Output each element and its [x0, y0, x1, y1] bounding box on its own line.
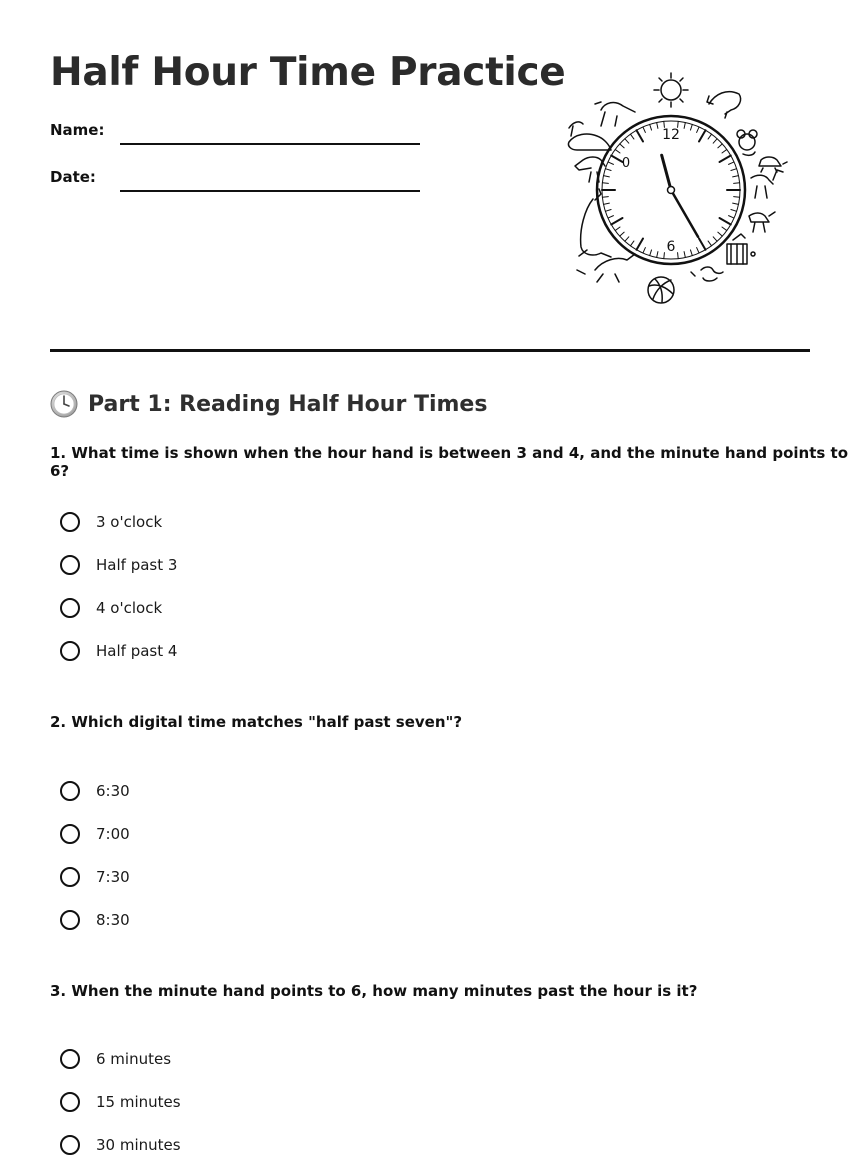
clock-tick: [637, 130, 644, 141]
clock-tick: [625, 139, 629, 143]
option-label: 4 o'clock: [96, 599, 163, 617]
kangaroo-2-icon: [577, 254, 635, 282]
name-field[interactable]: [120, 143, 420, 145]
clock-tick: [611, 218, 622, 225]
clock-tick: [608, 162, 613, 164]
radio-button[interactable]: [60, 910, 80, 930]
radio-button[interactable]: [60, 641, 80, 661]
clock-tick: [733, 203, 739, 204]
section-heading: [50, 388, 487, 420]
clock-tick: [697, 127, 699, 132]
clock-numeral-6: 6: [666, 239, 676, 255]
option-label: 30 minutes: [96, 1136, 181, 1154]
cage-icon: [727, 234, 755, 264]
clock-tick: [684, 252, 685, 258]
clock-tick: [719, 218, 730, 225]
hour-hand: [662, 155, 671, 190]
clock-tick: [615, 149, 620, 153]
sun-icon: [654, 73, 688, 107]
clock-tick: [718, 232, 722, 236]
option-label: 8:30: [96, 911, 130, 929]
option-label: 6 minutes: [96, 1050, 172, 1068]
clock-tick: [690, 124, 692, 130]
clock-tick: [734, 183, 740, 184]
clock-tick: [722, 149, 727, 153]
platypus-icon: [568, 122, 611, 150]
clock-tick: [678, 253, 679, 259]
clock-tick: [604, 203, 610, 204]
clock-tick: [690, 250, 692, 256]
clock-tick: [699, 130, 706, 141]
question-2-text: 2. Which digital time matches "half past seven"?: [50, 713, 463, 731]
question-2-option[interactable]: [60, 864, 130, 890]
option-label: Half past 3: [96, 556, 178, 574]
clock-tick: [718, 144, 722, 148]
clock-tick: [729, 216, 734, 218]
kangaroo-icon: [579, 189, 611, 257]
option-label: 3 o'clock: [96, 513, 163, 531]
ball-icon: [648, 277, 674, 303]
page-title: Half Hour Time Practice: [50, 50, 566, 95]
clock-tick: [708, 241, 712, 246]
radio-button[interactable]: [60, 555, 80, 575]
name-label: Name:: [50, 121, 105, 139]
question-3-text: 3. When the minute hand points to 6, how many minutes past the hour is it?: [50, 982, 698, 1000]
clock-tick: [608, 216, 613, 218]
clock-tick: [729, 162, 734, 164]
question-3-option[interactable]: [60, 1132, 181, 1158]
clock-tick: [713, 139, 717, 143]
clock-tick: [630, 134, 634, 139]
question-2-option[interactable]: [60, 778, 130, 804]
clock-tick: [657, 252, 658, 258]
clock-tick: [699, 238, 706, 249]
question-1-text: 1. What time is shown when the hour hand is between 3 and 4, and the minute hand points to 6?: [50, 444, 849, 480]
clock-tick: [605, 209, 611, 211]
clock-tick: [722, 227, 727, 231]
radio-button[interactable]: [60, 781, 80, 801]
clock-tick: [657, 123, 658, 129]
heron-icon: [749, 212, 775, 232]
clock-numeral-12: 12: [662, 127, 680, 143]
clock-tick: [643, 127, 645, 132]
koala-icon: [737, 130, 757, 155]
clock-tick: [733, 176, 739, 177]
clock-numeral-0: 0: [621, 156, 631, 171]
radio-button[interactable]: [60, 824, 80, 844]
clock-tick: [643, 248, 645, 253]
squirrel-icon: [707, 92, 741, 118]
option-label: 7:00: [96, 825, 130, 843]
clock-tick: [713, 237, 717, 241]
clock-illustration: [555, 68, 795, 308]
clock-tick: [734, 197, 740, 198]
clock-tick: [650, 124, 652, 130]
clock-tick: [620, 232, 624, 236]
option-label: Half past 4: [96, 642, 178, 660]
clock-tick: [615, 227, 620, 231]
duck-icon: [691, 267, 723, 281]
radio-button[interactable]: [60, 1049, 80, 1069]
minute-hand: [671, 190, 698, 237]
clock-tick: [625, 237, 629, 241]
question-1-option[interactable]: [60, 595, 162, 621]
clock-icon: [50, 390, 78, 418]
date-label: Date:: [50, 168, 96, 186]
section-title: Part 1: Reading Half Hour Times: [88, 391, 488, 417]
radio-button[interactable]: [60, 867, 80, 887]
question-3-option[interactable]: [60, 1046, 171, 1072]
clock-tick: [650, 250, 652, 256]
clock-tick: [602, 183, 608, 184]
question-2-option[interactable]: [60, 821, 130, 847]
clock-tick: [611, 156, 622, 163]
clock-tick: [708, 134, 712, 139]
clock-tick: [684, 123, 685, 129]
clock-tick: [664, 253, 665, 259]
ostrich-icon: [751, 170, 783, 198]
clock-tick: [604, 176, 610, 177]
turtle-icon: [759, 157, 787, 172]
question-1-option[interactable]: [60, 509, 162, 535]
header-divider: [50, 349, 810, 352]
option-label: 15 minutes: [96, 1093, 181, 1111]
question-1-option[interactable]: [60, 638, 177, 664]
clock-tick: [605, 169, 611, 171]
radio-button[interactable]: [60, 1135, 80, 1155]
radio-button[interactable]: [60, 512, 80, 532]
radio-button[interactable]: [60, 1092, 80, 1112]
clock-tick: [731, 169, 737, 171]
date-field[interactable]: [120, 190, 420, 192]
clock-tick: [620, 144, 624, 148]
clock-tick: [602, 197, 608, 198]
clock-tick: [630, 241, 634, 246]
option-label: 7:30: [96, 868, 130, 886]
radio-button[interactable]: [60, 598, 80, 618]
bird-icon: [595, 102, 635, 126]
clock-tick: [637, 238, 644, 249]
question-3-option[interactable]: [60, 1089, 181, 1115]
question-2-option[interactable]: [60, 907, 130, 933]
clock-tick: [697, 248, 699, 253]
clock-tick: [731, 209, 737, 211]
question-1-option[interactable]: [60, 552, 177, 578]
option-label: 6:30: [96, 782, 130, 800]
clock-tick: [719, 156, 730, 163]
